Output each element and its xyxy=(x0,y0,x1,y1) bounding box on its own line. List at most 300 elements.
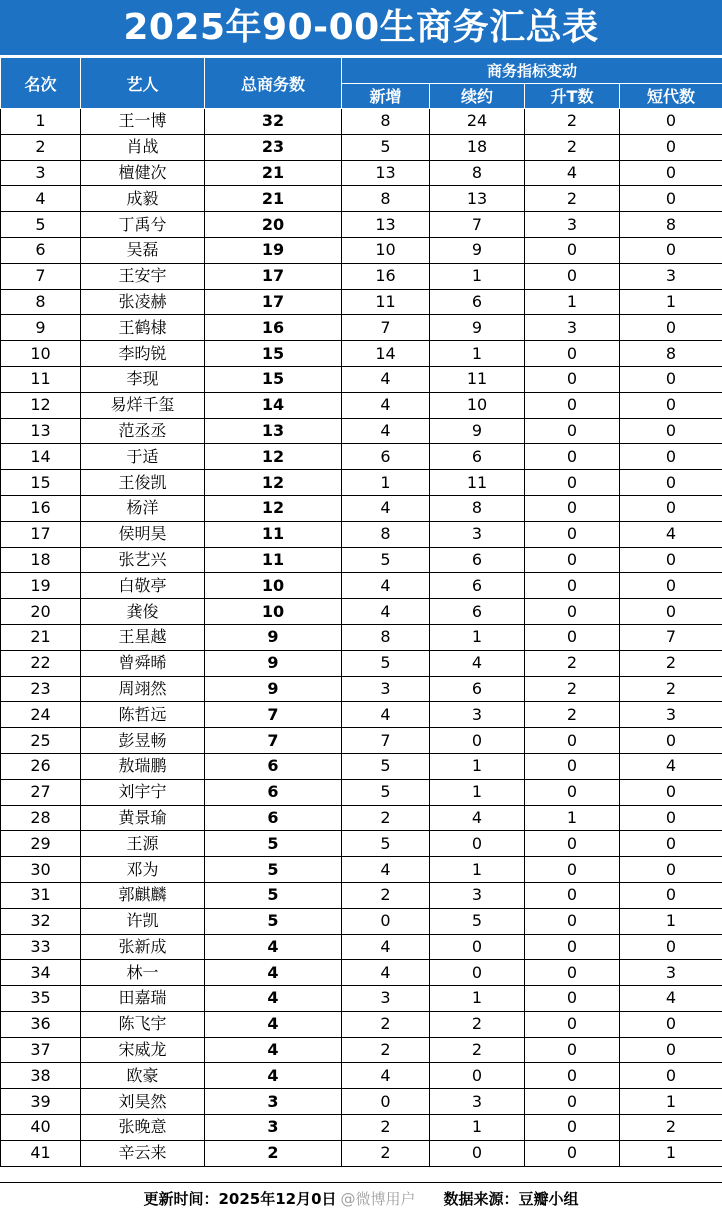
new-cell: 11 xyxy=(342,289,430,315)
table-row xyxy=(1,1140,722,1166)
total-cell: 10 xyxy=(205,599,342,625)
renew-cell: 6 xyxy=(430,599,525,625)
upgrade-cell: 3 xyxy=(525,315,620,341)
header-rank: 名次 xyxy=(1,58,81,109)
renew-cell: 6 xyxy=(430,676,525,702)
short-cell: 0 xyxy=(620,392,722,418)
rank-cell: 3 xyxy=(1,160,81,186)
new-cell: 4 xyxy=(342,573,430,599)
short-cell: 0 xyxy=(620,186,722,212)
artist-cell: 王星越 xyxy=(81,624,205,650)
rank-cell: 17 xyxy=(1,521,81,547)
rank-cell: 2 xyxy=(1,134,81,160)
rank-cell: 10 xyxy=(1,341,81,367)
short-cell: 0 xyxy=(620,495,722,521)
short-cell: 7 xyxy=(620,624,722,650)
artist-cell: 辛云来 xyxy=(81,1140,205,1166)
upgrade-cell: 0 xyxy=(525,521,620,547)
table-row xyxy=(1,495,722,521)
short-cell: 3 xyxy=(620,960,722,986)
short-cell: 1 xyxy=(620,1140,722,1166)
table-row xyxy=(1,857,722,883)
upgrade-cell: 2 xyxy=(525,186,620,212)
renew-cell: 9 xyxy=(430,315,525,341)
rank-cell: 37 xyxy=(1,1037,81,1063)
table-row xyxy=(1,418,722,444)
rank-cell: 31 xyxy=(1,882,81,908)
short-cell: 4 xyxy=(620,753,722,779)
total-cell: 20 xyxy=(205,212,342,238)
rank-cell: 16 xyxy=(1,495,81,521)
rank-cell: 26 xyxy=(1,753,81,779)
artist-cell: 王鹤棣 xyxy=(81,315,205,341)
renew-cell: 6 xyxy=(430,547,525,573)
table-row xyxy=(1,650,722,676)
short-cell: 0 xyxy=(620,882,722,908)
footer xyxy=(0,1182,722,1213)
renew-cell: 0 xyxy=(430,934,525,960)
new-cell: 2 xyxy=(342,1011,430,1037)
header-group: 商务指标变动 xyxy=(342,58,722,84)
renew-cell: 1 xyxy=(430,753,525,779)
total-cell: 15 xyxy=(205,341,342,367)
total-cell: 6 xyxy=(205,779,342,805)
rank-cell: 33 xyxy=(1,934,81,960)
total-cell: 4 xyxy=(205,1063,342,1089)
upgrade-cell: 0 xyxy=(525,1140,620,1166)
artist-cell: 曾舜晞 xyxy=(81,650,205,676)
table-body xyxy=(1,109,722,1167)
rank-cell: 8 xyxy=(1,289,81,315)
artist-cell: 刘宇宁 xyxy=(81,779,205,805)
short-cell: 0 xyxy=(620,1063,722,1089)
artist-cell: 张晚意 xyxy=(81,1115,205,1141)
artist-cell: 侯明昊 xyxy=(81,521,205,547)
short-cell: 4 xyxy=(620,521,722,547)
short-cell: 0 xyxy=(620,805,722,831)
renew-cell: 8 xyxy=(430,495,525,521)
table-row xyxy=(1,521,722,547)
new-cell: 2 xyxy=(342,1115,430,1141)
artist-cell: 郭麒麟 xyxy=(81,882,205,908)
rank-cell: 40 xyxy=(1,1115,81,1141)
total-cell: 7 xyxy=(205,702,342,728)
rank-cell: 30 xyxy=(1,857,81,883)
short-cell: 0 xyxy=(620,160,722,186)
table-row xyxy=(1,160,722,186)
short-cell: 0 xyxy=(620,237,722,263)
table-row xyxy=(1,779,722,805)
new-cell: 14 xyxy=(342,341,430,367)
new-cell: 4 xyxy=(342,702,430,728)
new-cell: 3 xyxy=(342,676,430,702)
table-row xyxy=(1,1089,722,1115)
short-cell: 0 xyxy=(620,315,722,341)
artist-cell: 肖战 xyxy=(81,134,205,160)
table-header xyxy=(1,58,722,109)
renew-cell: 0 xyxy=(430,1063,525,1089)
total-cell: 15 xyxy=(205,366,342,392)
upgrade-cell: 0 xyxy=(525,779,620,805)
renew-cell: 7 xyxy=(430,212,525,238)
header-renew: 续约 xyxy=(430,83,525,109)
new-cell: 10 xyxy=(342,237,430,263)
total-cell: 5 xyxy=(205,857,342,883)
artist-cell: 李现 xyxy=(81,366,205,392)
upgrade-cell: 0 xyxy=(525,599,620,625)
new-cell: 0 xyxy=(342,908,430,934)
rank-cell: 12 xyxy=(1,392,81,418)
upgrade-cell: 0 xyxy=(525,882,620,908)
short-cell: 3 xyxy=(620,263,722,289)
new-cell: 5 xyxy=(342,134,430,160)
renew-cell: 10 xyxy=(430,392,525,418)
upgrade-cell: 4 xyxy=(525,160,620,186)
table-row xyxy=(1,882,722,908)
total-cell: 17 xyxy=(205,289,342,315)
upgrade-cell: 0 xyxy=(525,418,620,444)
total-cell: 4 xyxy=(205,986,342,1012)
rank-cell: 21 xyxy=(1,624,81,650)
renew-cell: 0 xyxy=(430,831,525,857)
renew-cell: 0 xyxy=(430,728,525,754)
artist-cell: 杨洋 xyxy=(81,495,205,521)
renew-cell: 3 xyxy=(430,1089,525,1115)
renew-cell: 3 xyxy=(430,521,525,547)
total-cell: 14 xyxy=(205,392,342,418)
new-cell: 2 xyxy=(342,805,430,831)
artist-cell: 林一 xyxy=(81,960,205,986)
rank-cell: 39 xyxy=(1,1089,81,1115)
renew-cell: 4 xyxy=(430,650,525,676)
total-cell: 2 xyxy=(205,1140,342,1166)
short-cell: 8 xyxy=(620,341,722,367)
rank-cell: 15 xyxy=(1,470,81,496)
total-cell: 10 xyxy=(205,573,342,599)
total-cell: 11 xyxy=(205,521,342,547)
table-row xyxy=(1,676,722,702)
artist-cell: 白敬亭 xyxy=(81,573,205,599)
header-upgrade: 升T数 xyxy=(525,83,620,109)
table-row xyxy=(1,599,722,625)
new-cell: 2 xyxy=(342,1140,430,1166)
new-cell: 4 xyxy=(342,599,430,625)
artist-cell: 丁禹兮 xyxy=(81,212,205,238)
artist-cell: 许凯 xyxy=(81,908,205,934)
renew-cell: 6 xyxy=(430,444,525,470)
new-cell: 2 xyxy=(342,1037,430,1063)
rank-cell: 32 xyxy=(1,908,81,934)
new-cell: 4 xyxy=(342,366,430,392)
table-row xyxy=(1,444,722,470)
rank-cell: 24 xyxy=(1,702,81,728)
update-time xyxy=(143,1188,415,1209)
renew-cell: 3 xyxy=(430,702,525,728)
renew-cell: 0 xyxy=(430,1140,525,1166)
new-cell: 8 xyxy=(342,186,430,212)
table-row xyxy=(1,624,722,650)
short-cell: 2 xyxy=(620,650,722,676)
short-cell: 0 xyxy=(620,366,722,392)
upgrade-cell: 1 xyxy=(525,805,620,831)
artist-cell: 欧豪 xyxy=(81,1063,205,1089)
artist-cell: 张艺兴 xyxy=(81,547,205,573)
total-cell: 11 xyxy=(205,547,342,573)
table-row xyxy=(1,728,722,754)
rank-cell: 7 xyxy=(1,263,81,289)
short-cell: 0 xyxy=(620,573,722,599)
new-cell: 3 xyxy=(342,986,430,1012)
table-row xyxy=(1,109,722,135)
new-cell: 4 xyxy=(342,960,430,986)
upgrade-cell: 2 xyxy=(525,702,620,728)
upgrade-cell: 1 xyxy=(525,289,620,315)
table-row xyxy=(1,805,722,831)
header-new: 新增 xyxy=(342,83,430,109)
new-cell: 16 xyxy=(342,263,430,289)
new-cell: 5 xyxy=(342,779,430,805)
upgrade-cell: 0 xyxy=(525,857,620,883)
upgrade-cell: 0 xyxy=(525,444,620,470)
upgrade-cell: 2 xyxy=(525,109,620,135)
new-cell: 5 xyxy=(342,753,430,779)
table-row xyxy=(1,392,722,418)
artist-cell: 龚俊 xyxy=(81,599,205,625)
table-row xyxy=(1,986,722,1012)
upgrade-cell: 0 xyxy=(525,728,620,754)
rank-cell: 11 xyxy=(1,366,81,392)
renew-cell: 11 xyxy=(430,366,525,392)
short-cell: 0 xyxy=(620,547,722,573)
upgrade-cell: 2 xyxy=(525,134,620,160)
upgrade-cell: 0 xyxy=(525,934,620,960)
total-cell: 3 xyxy=(205,1089,342,1115)
table-row xyxy=(1,573,722,599)
upgrade-cell: 0 xyxy=(525,495,620,521)
table-row xyxy=(1,1037,722,1063)
table-row xyxy=(1,237,722,263)
update-time-text: 更新时间：2025年12月0日 xyxy=(143,1189,337,1208)
artist-cell: 吴磊 xyxy=(81,237,205,263)
total-cell: 4 xyxy=(205,934,342,960)
rank-cell: 36 xyxy=(1,1011,81,1037)
rank-cell: 41 xyxy=(1,1140,81,1166)
artist-cell: 周翊然 xyxy=(81,676,205,702)
new-cell: 4 xyxy=(342,495,430,521)
rank-cell: 29 xyxy=(1,831,81,857)
artist-cell: 王源 xyxy=(81,831,205,857)
short-cell: 0 xyxy=(620,599,722,625)
artist-cell: 邓为 xyxy=(81,857,205,883)
artist-cell: 成毅 xyxy=(81,186,205,212)
total-cell: 12 xyxy=(205,495,342,521)
artist-cell: 刘昊然 xyxy=(81,1089,205,1115)
rank-cell: 34 xyxy=(1,960,81,986)
renew-cell: 9 xyxy=(430,237,525,263)
header-artist: 艺人 xyxy=(81,58,205,109)
total-cell: 17 xyxy=(205,263,342,289)
table-row xyxy=(1,134,722,160)
rank-cell: 38 xyxy=(1,1063,81,1089)
total-cell: 5 xyxy=(205,882,342,908)
upgrade-cell: 0 xyxy=(525,392,620,418)
total-cell: 3 xyxy=(205,1115,342,1141)
upgrade-cell: 0 xyxy=(525,1011,620,1037)
upgrade-cell: 0 xyxy=(525,1063,620,1089)
new-cell: 4 xyxy=(342,934,430,960)
rank-cell: 23 xyxy=(1,676,81,702)
upgrade-cell: 0 xyxy=(525,263,620,289)
short-cell: 1 xyxy=(620,1089,722,1115)
total-cell: 4 xyxy=(205,960,342,986)
new-cell: 4 xyxy=(342,1063,430,1089)
renew-cell: 3 xyxy=(430,882,525,908)
new-cell: 5 xyxy=(342,831,430,857)
rank-cell: 18 xyxy=(1,547,81,573)
short-cell: 0 xyxy=(620,134,722,160)
table-row xyxy=(1,908,722,934)
new-cell: 4 xyxy=(342,392,430,418)
upgrade-cell: 0 xyxy=(525,1115,620,1141)
short-cell: 2 xyxy=(620,676,722,702)
renew-cell: 8 xyxy=(430,160,525,186)
rank-cell: 22 xyxy=(1,650,81,676)
short-cell: 8 xyxy=(620,212,722,238)
upgrade-cell: 0 xyxy=(525,624,620,650)
artist-cell: 张凌赫 xyxy=(81,289,205,315)
total-cell: 19 xyxy=(205,237,342,263)
total-cell: 12 xyxy=(205,444,342,470)
renew-cell: 1 xyxy=(430,986,525,1012)
total-cell: 9 xyxy=(205,624,342,650)
rank-cell: 4 xyxy=(1,186,81,212)
artist-cell: 彭昱畅 xyxy=(81,728,205,754)
upgrade-cell: 2 xyxy=(525,650,620,676)
upgrade-cell: 0 xyxy=(525,1089,620,1115)
artist-cell: 檀健次 xyxy=(81,160,205,186)
table-row xyxy=(1,1011,722,1037)
upgrade-cell: 0 xyxy=(525,831,620,857)
upgrade-cell: 0 xyxy=(525,470,620,496)
renew-cell: 24 xyxy=(430,109,525,135)
new-cell: 4 xyxy=(342,857,430,883)
total-cell: 21 xyxy=(205,160,342,186)
table-row xyxy=(1,1063,722,1089)
renew-cell: 1 xyxy=(430,341,525,367)
short-cell: 2 xyxy=(620,1115,722,1141)
table-row xyxy=(1,702,722,728)
short-cell: 0 xyxy=(620,444,722,470)
upgrade-cell: 0 xyxy=(525,908,620,934)
new-cell: 5 xyxy=(342,547,430,573)
page-title: 2025年90-00生商务汇总表 xyxy=(0,0,722,57)
upgrade-cell: 0 xyxy=(525,573,620,599)
new-cell: 1 xyxy=(342,470,430,496)
table-row xyxy=(1,960,722,986)
short-cell: 0 xyxy=(620,728,722,754)
renew-cell: 13 xyxy=(430,186,525,212)
new-cell: 6 xyxy=(342,444,430,470)
renew-cell: 6 xyxy=(430,289,525,315)
renew-cell: 4 xyxy=(430,805,525,831)
short-cell: 1 xyxy=(620,289,722,315)
total-cell: 6 xyxy=(205,805,342,831)
artist-cell: 易烊千玺 xyxy=(81,392,205,418)
total-cell: 12 xyxy=(205,470,342,496)
new-cell: 8 xyxy=(342,521,430,547)
table-row xyxy=(1,186,722,212)
table-row xyxy=(1,263,722,289)
upgrade-cell: 0 xyxy=(525,986,620,1012)
short-cell: 0 xyxy=(620,1011,722,1037)
rank-cell: 6 xyxy=(1,237,81,263)
renew-cell: 5 xyxy=(430,908,525,934)
rank-cell: 27 xyxy=(1,779,81,805)
renew-cell: 6 xyxy=(430,573,525,599)
artist-cell: 陈飞宇 xyxy=(81,1011,205,1037)
artist-cell: 陈哲远 xyxy=(81,702,205,728)
upgrade-cell: 0 xyxy=(525,960,620,986)
rank-cell: 25 xyxy=(1,728,81,754)
new-cell: 4 xyxy=(342,418,430,444)
table-row xyxy=(1,289,722,315)
renew-cell: 1 xyxy=(430,624,525,650)
new-cell: 0 xyxy=(342,1089,430,1115)
short-cell: 0 xyxy=(620,779,722,805)
new-cell: 8 xyxy=(342,109,430,135)
rank-cell: 35 xyxy=(1,986,81,1012)
table-row xyxy=(1,753,722,779)
upgrade-cell: 0 xyxy=(525,366,620,392)
total-cell: 5 xyxy=(205,831,342,857)
rank-cell: 9 xyxy=(1,315,81,341)
rank-cell: 1 xyxy=(1,109,81,135)
short-cell: 0 xyxy=(620,109,722,135)
artist-cell: 敖瑞鹏 xyxy=(81,753,205,779)
table-row xyxy=(1,341,722,367)
upgrade-cell: 2 xyxy=(525,676,620,702)
rank-cell: 5 xyxy=(1,212,81,238)
total-cell: 21 xyxy=(205,186,342,212)
table-row xyxy=(1,366,722,392)
artist-cell: 张新成 xyxy=(81,934,205,960)
total-cell: 13 xyxy=(205,418,342,444)
upgrade-cell: 0 xyxy=(525,547,620,573)
artist-cell: 王一博 xyxy=(81,109,205,135)
artist-cell: 宋威龙 xyxy=(81,1037,205,1063)
artist-cell: 田嘉瑞 xyxy=(81,986,205,1012)
rank-cell: 14 xyxy=(1,444,81,470)
short-cell: 4 xyxy=(620,986,722,1012)
total-cell: 6 xyxy=(205,753,342,779)
renew-cell: 0 xyxy=(430,960,525,986)
data-source: 数据来源：豆瓣小组 xyxy=(443,1189,579,1208)
rank-cell: 19 xyxy=(1,573,81,599)
new-cell: 2 xyxy=(342,882,430,908)
artist-cell: 黄景瑜 xyxy=(81,805,205,831)
short-cell: 0 xyxy=(620,1037,722,1063)
total-cell: 9 xyxy=(205,676,342,702)
business-table xyxy=(0,57,722,1167)
table-row xyxy=(1,831,722,857)
new-cell: 13 xyxy=(342,212,430,238)
renew-cell: 1 xyxy=(430,779,525,805)
upgrade-cell: 0 xyxy=(525,237,620,263)
new-cell: 7 xyxy=(342,315,430,341)
upgrade-cell: 3 xyxy=(525,212,620,238)
artist-cell: 范丞丞 xyxy=(81,418,205,444)
total-cell: 4 xyxy=(205,1011,342,1037)
